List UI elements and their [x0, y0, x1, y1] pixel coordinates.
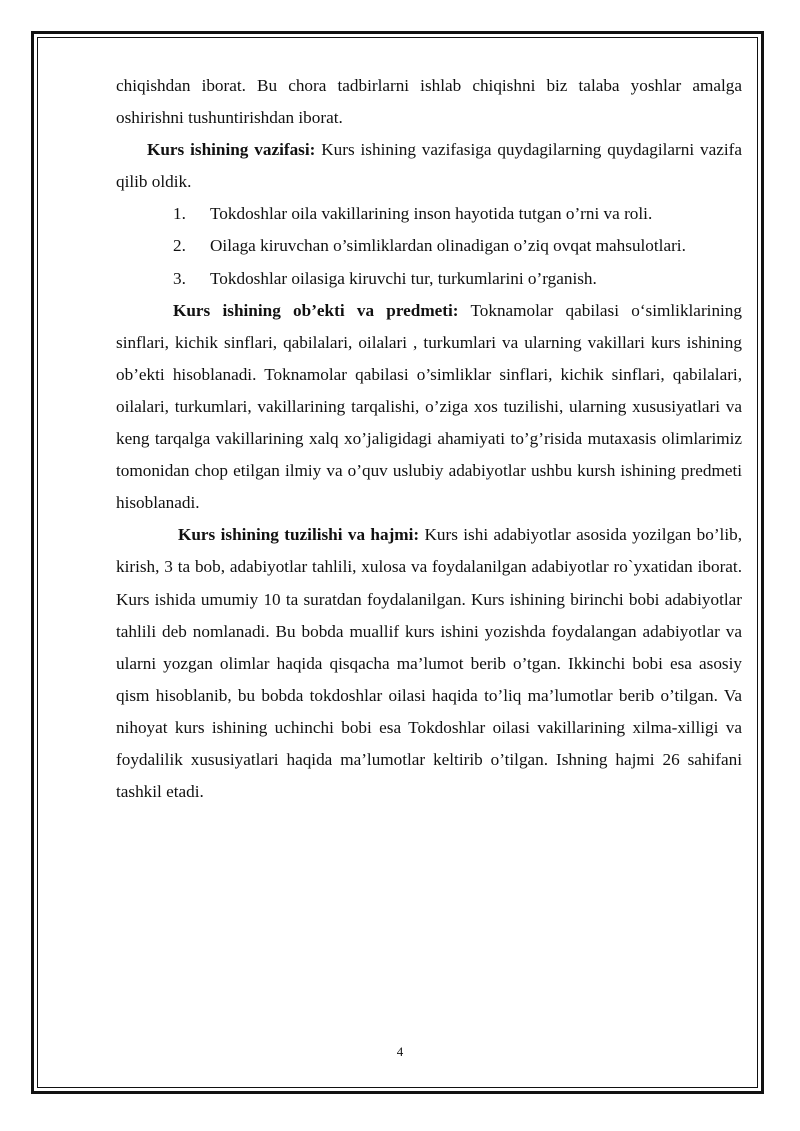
- list-item: [116, 263, 742, 295]
- list-item: [116, 230, 742, 262]
- list-item: [116, 198, 742, 230]
- task-paragraph: [116, 134, 742, 198]
- object-heading: Kurs ishining ob’ekti va predmeti:: [173, 300, 459, 320]
- task-text: Kurs ishining vazifasiga quydagilarning quydagilarni vazifa qilib oldik.: [116, 140, 742, 192]
- task-list: [116, 198, 742, 294]
- list-item-text: Tokdoshlar oilasiga kiruvchi tur, turkumlarini o’rganish.: [210, 268, 597, 288]
- intro-paragraph: chiqishdan iborat. Bu chora tadbirlarni ishlab chiqishni biz talaba yoshlar amalga oshirishni tushuntirishdan iborat.: [116, 76, 742, 128]
- list-item-text: Tokdoshlar oila vakillarining inson hayotida tutgan o’rni va roli.: [210, 204, 653, 224]
- page-number: 4: [396, 1044, 404, 1059]
- list-item-number: 2.: [173, 236, 186, 256]
- list-item-text: Oilaga kiruvchan o’simliklardan olinadigan o’ziq ovqat mahsulotlari.: [210, 236, 686, 256]
- object-text: Toknamolar qabilasi o‘simliklarining sinflari, kichik sinflari, qabilalari, oilalari , turkumlari va ularning vakillari kurs ishining ob’ekti hisoblanadi. Toknamolar qabilasi o’simliklar sinflari, kichik sinflari, qabilalari, oilalari, turkumlari, vakillarining tarqalishi, o’ziga xos tuzilishi, ularning xususiyatlari va keng tarqalga vakillarining xalq xo’jaligidagi ahamiyati to’g’risida mutaxasis olimlarimiz tomonidan chop etilgan ilmiy va o’quv uslubiy adabiyotlar ushbu kursh ishining predmeti hisoblanadi.: [116, 300, 742, 513]
- task-heading: Kurs ishining vazifasi:: [147, 140, 316, 160]
- list-item-number: 1.: [173, 204, 186, 224]
- list-item-number: 3.: [173, 268, 186, 288]
- structure-text: Kurs ishi adabiyotlar asosida yozilgan bo’lib, kirish, 3 ta bob, adabiyotlar tahlili, xulosa va foydalanilgan adabiyotlar ro`yxatidan iborat. Kurs ishida umumiy 10 ta suratdan foydalanilgan. Kurs ishining birinchi bobi adabiyotlar tahlili deb nomlanadi. Bu bobda muallif kurs ishini yozishda foydalangan adabiyotlar va ularni yozgan olimlar haqida qisqacha ma’lumot berib o’tgan. Ikkinchi bobi esa asosiy qism hisoblanib, bu bobda tokdoshlar oilasi haqida to’liq ma’lumotlar berib o’tilgan. Va nihoyat kurs ishining uchinchi bobi esa Tokdoshlar oilasi vakillarining xilma-xilligi va foydalilik xususiyatlari haqida ma’lumotlar keltirib o’tilgan. Ishning hajmi 26 sahifani tashkil etadi.: [116, 525, 742, 802]
- object-paragraph: [116, 295, 742, 520]
- structure-heading: Kurs ishining tuzilishi va hajmi:: [178, 525, 420, 545]
- structure-paragraph: [116, 519, 742, 808]
- document-body: [116, 70, 742, 808]
